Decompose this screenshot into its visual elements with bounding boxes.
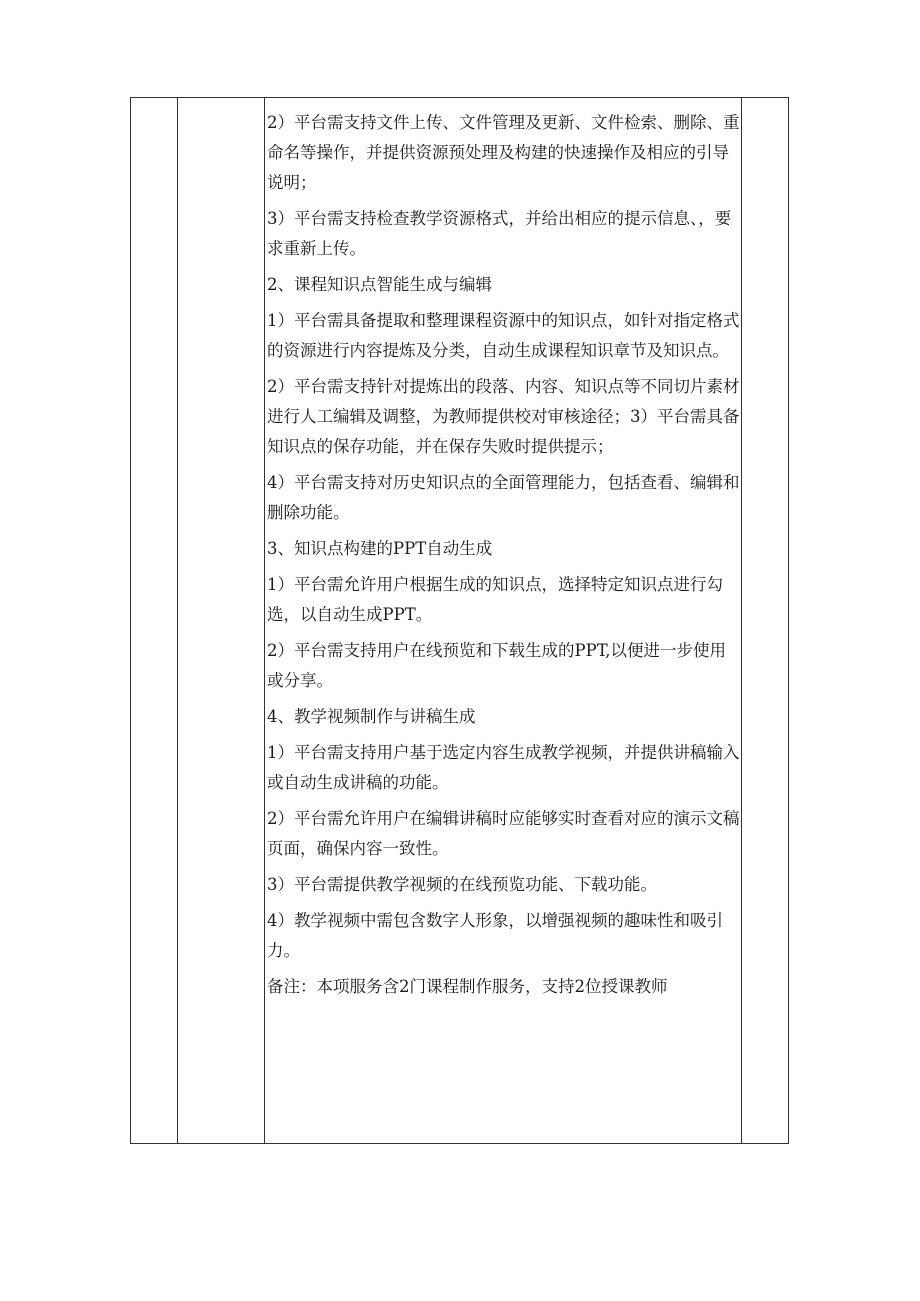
paragraph: 3）平台需支持检查教学资源格式，并给出相应的提示信息、，要求重新上传。 xyxy=(267,209,732,258)
paragraph: 1）平台需允许用户根据生成的知识点，选择特定知识点进行勾选，以自动生成PPT。 xyxy=(267,575,723,624)
paragraph: 4）平台需支持对历史知识点的全面管理能力，包括查看、编辑和删除功能。 xyxy=(267,473,740,522)
paragraph: 3）平台需提供教学视频的在线预览功能、下载功能。 xyxy=(267,875,657,894)
paragraph: 1）平台需具备提取和整理课程资源中的知识点，如针对指定格式的资源进行内容提炼及分类，自动生成课程知识章节及知识点。 xyxy=(267,311,740,360)
column-divider-1 xyxy=(177,98,178,1143)
paragraph: 4）教学视频中需包含数字人形象，以增强视频的趣味性和吸引力。 xyxy=(267,911,723,960)
requirements-cell xyxy=(265,108,741,1008)
column-divider-3 xyxy=(741,98,742,1143)
paragraph: 1）平台需支持用户基于选定内容生成教学视频，并提供讲稿输入或自动生成讲稿的功能。 xyxy=(267,743,740,792)
paragraph: 2）平台需支持文件上传、文件管理及更新、文件检索、删除、重命名等操作，并提供资源预处理及构建的快速操作及相应的引导说明； xyxy=(267,113,740,192)
section-heading: 2、课程知识点智能生成与编辑 xyxy=(267,275,492,294)
requirements-table xyxy=(130,97,789,1144)
section-heading: 4、教学视频制作与讲稿生成 xyxy=(267,707,476,726)
paragraph: 2）平台需允许用户在编辑讲稿时应能够实时查看对应的演示文稿页面，确保内容一致性。 xyxy=(267,809,740,858)
section-heading: 3、知识点构建的PPT自动生成 xyxy=(267,539,493,558)
paragraph: 2）平台需支持针对提炼出的段落、内容、知识点等不同切片素材进行人工编辑及调整，为教师提供校对审核途径；3）平台需具备知识点的保存功能，并在保存失败时提供提示； xyxy=(267,377,740,456)
paragraph: 2）平台需支持用户在线预览和下载生成的PPT,以便进一步使用或分享。 xyxy=(267,641,727,690)
remark: 备注：本项服务含2门课程制作服务，支持2位授课教师 xyxy=(267,977,668,996)
